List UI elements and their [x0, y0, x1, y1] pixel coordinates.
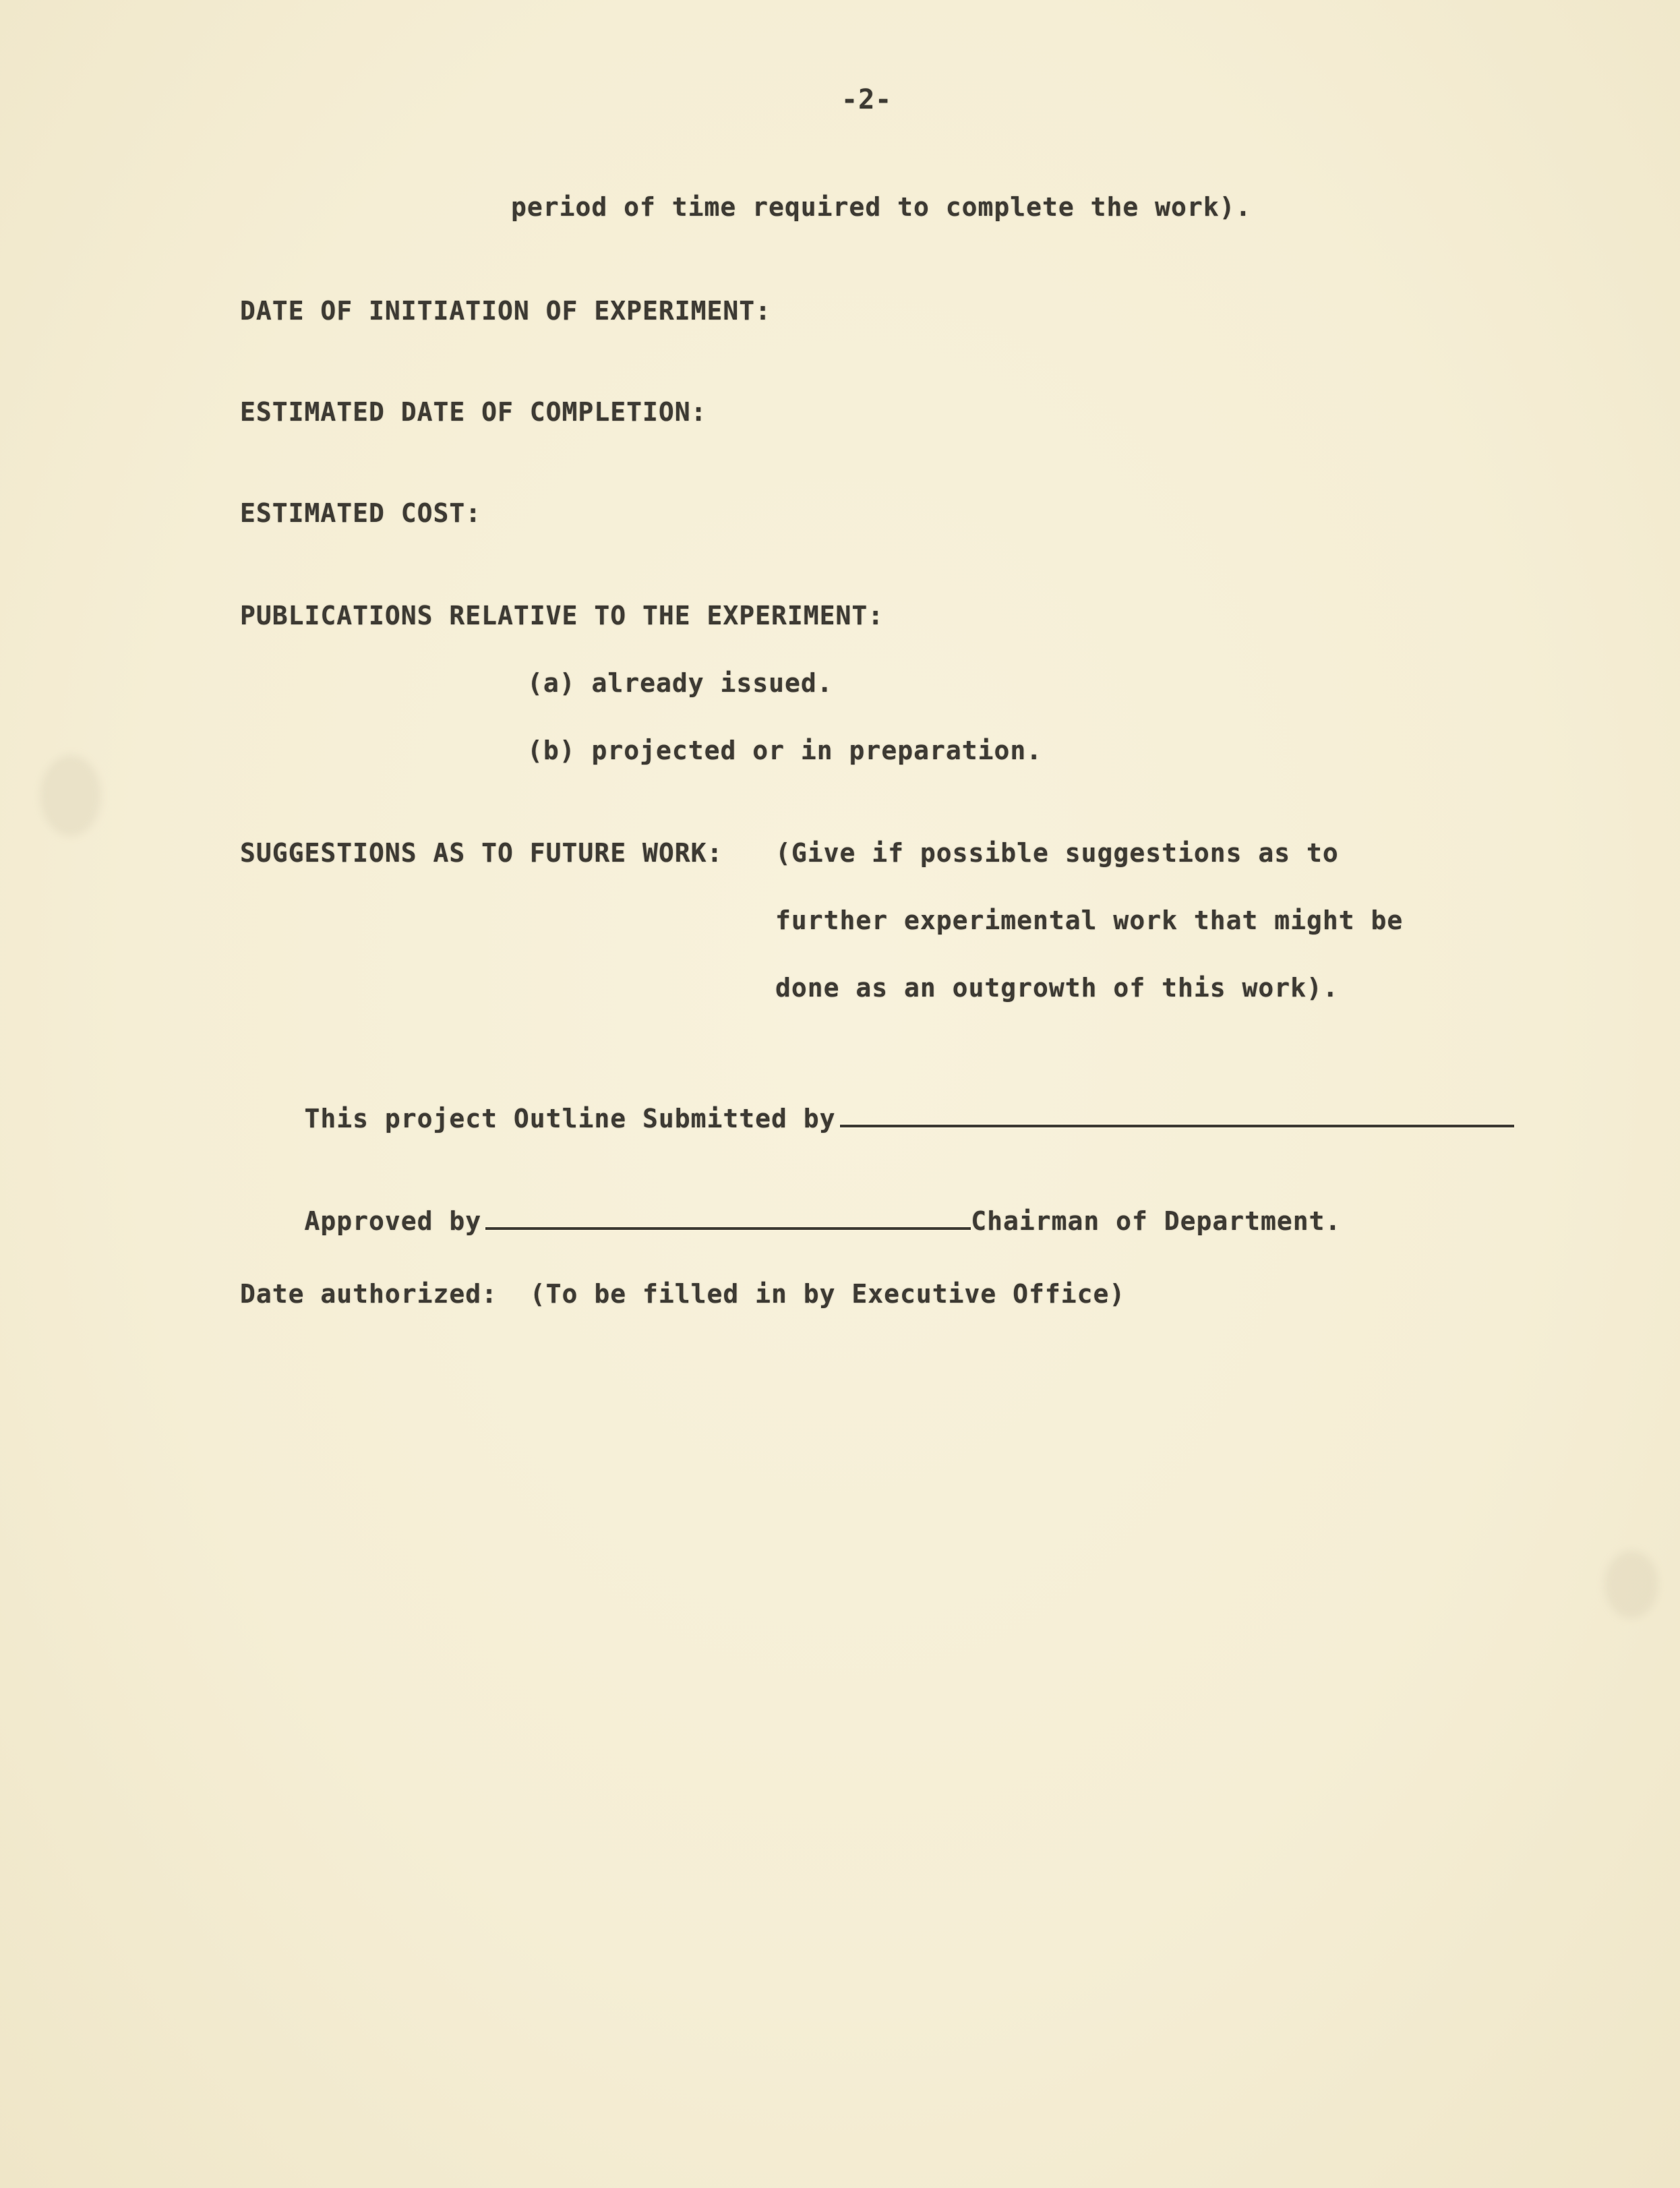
estimated-cost-label: ESTIMATED COST:: [240, 498, 482, 528]
date-initiation-label: DATE OF INITIATION OF EXPERIMENT:: [240, 296, 771, 326]
publications-item-a: (a) already issued.: [527, 668, 833, 698]
submitted-row: [240, 1079, 1514, 1157]
approved-title: Chairman of Department.: [971, 1206, 1342, 1236]
approved-signature-line[interactable]: [485, 1207, 971, 1230]
page-number: -2-: [841, 84, 893, 115]
suggestions-note-line3: done as an outgrowth of this work).: [775, 973, 1339, 1003]
paper-stain: [40, 755, 101, 836]
continuation-text: period of time required to complete the work).: [511, 192, 1252, 222]
suggestions-label: SUGGESTIONS AS TO FUTURE WORK:: [240, 838, 723, 868]
approved-row: [240, 1181, 1341, 1260]
paper-stain: [1604, 1551, 1658, 1618]
submitted-label: This project Outline Submitted by: [304, 1104, 836, 1133]
submitted-signature-line[interactable]: [840, 1104, 1514, 1127]
suggestions-note-line1: (Give if possible suggestions as to: [775, 838, 1339, 868]
approved-label: Approved by: [304, 1206, 482, 1236]
suggestions-note-line2: further experimental work that might be: [775, 906, 1404, 935]
publications-item-b: (b) projected or in preparation.: [527, 736, 1043, 765]
date-authorized-label: Date authorized: (To be filled in by Executive Office): [240, 1279, 1126, 1309]
publications-label: PUBLICATIONS RELATIVE TO THE EXPERIMENT:: [240, 601, 884, 630]
estimated-completion-label: ESTIMATED DATE OF COMPLETION:: [240, 397, 707, 427]
